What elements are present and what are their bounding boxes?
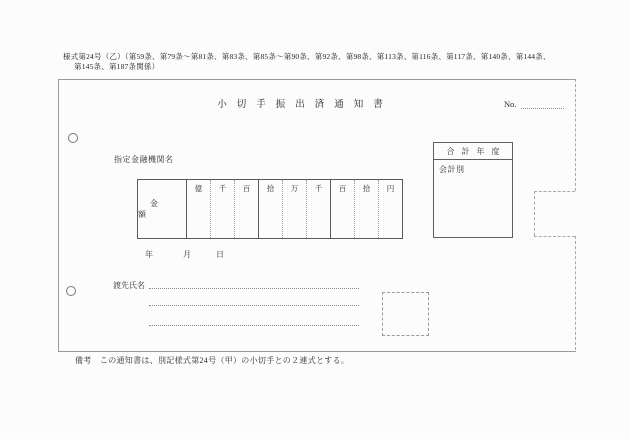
digit-col-hyaku1: 百 bbox=[235, 180, 259, 238]
account-type-label: 会計別 bbox=[439, 165, 465, 174]
digit-col-sen1: 千 bbox=[211, 180, 235, 238]
form-title: 小切手振出済通知書 bbox=[217, 100, 393, 110]
date-day-label: 日 bbox=[216, 250, 224, 259]
amount-row-label: 金額 bbox=[138, 180, 187, 238]
bank-name-label: 指定金融機関名 bbox=[114, 155, 174, 164]
remarks-note: 備考 この通知書は、別記様式第24号（甲）の小切手との２連式とする。 bbox=[75, 356, 350, 365]
perforation-notch-top bbox=[534, 191, 575, 192]
payee-dotted-line-2 bbox=[149, 305, 359, 306]
amount-table bbox=[137, 179, 403, 239]
form-reference-line2: 第145条、第187条関係） bbox=[74, 62, 160, 71]
payee-dotted-line-3 bbox=[149, 325, 359, 326]
perforation-right-upper bbox=[575, 79, 576, 191]
digit-col-oku: 億 bbox=[187, 180, 211, 238]
date-month-label: 月 bbox=[183, 250, 191, 259]
perforation-notch-left bbox=[534, 191, 535, 236]
punch-circle-top bbox=[68, 133, 78, 143]
payee-name-label: 渡先氏名 bbox=[113, 281, 145, 290]
no-dotted-line bbox=[521, 100, 564, 109]
payee-dotted-line-1 bbox=[149, 288, 359, 289]
perforation-right-lower bbox=[575, 236, 576, 350]
perforation-notch-bottom bbox=[534, 236, 575, 237]
no-label: No. bbox=[504, 99, 517, 109]
digit-col-hyaku2: 百 bbox=[331, 180, 355, 238]
fiscal-year-box bbox=[433, 142, 513, 238]
punch-circle-bottom bbox=[66, 286, 76, 296]
digit-col-yen: 円 bbox=[386, 184, 395, 193]
digit-col-ju2: 拾 bbox=[355, 180, 379, 238]
form-reference-line1: 様式第24号（乙）（第59条、第79条～第81条、第83条、第85条～第90条、第92条、第98条、第113条、第116条、第117条、第140条、第144条、 bbox=[63, 52, 551, 61]
digit-col-man: 万 bbox=[283, 180, 307, 238]
digit-col-ju1: 拾 bbox=[259, 180, 283, 238]
amount-digit-columns bbox=[187, 180, 402, 238]
stamp-dashed-box bbox=[382, 292, 429, 336]
date-year-label: 年 bbox=[145, 250, 153, 259]
digit-col-sen2: 千 bbox=[307, 180, 331, 238]
fiscal-year-header: 合計年度 bbox=[434, 143, 512, 160]
